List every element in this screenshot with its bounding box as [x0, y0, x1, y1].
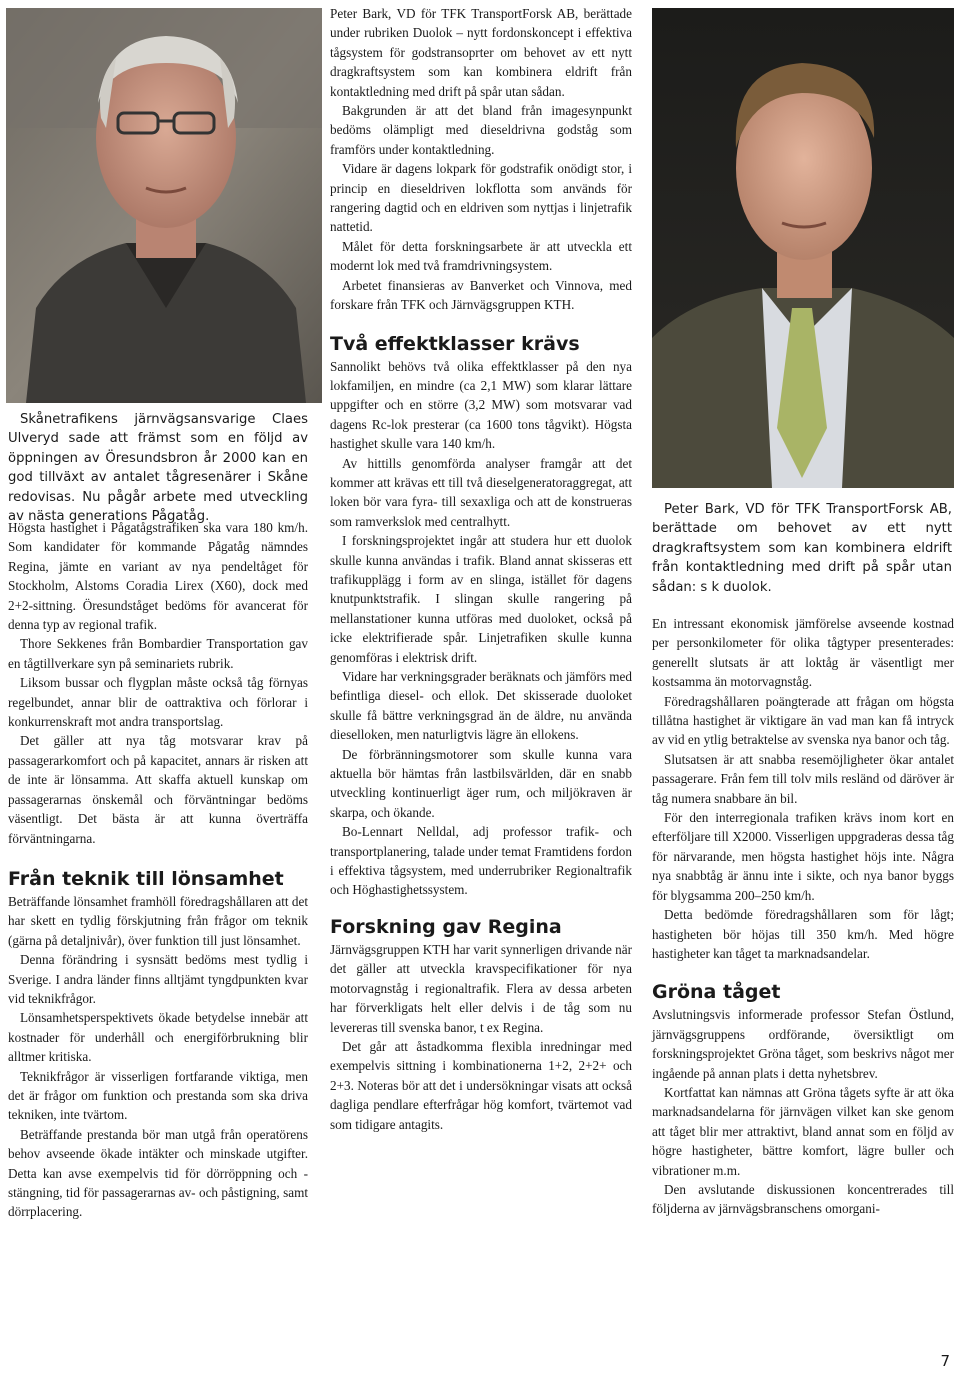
portrait-left-illustration: [6, 8, 322, 403]
col1-para-7: Lönsamhetsperspektivets ökade betydelse innebär att kostnader för underhåll och energiförbrukning blir alltmer kritiska.: [8, 1010, 308, 1065]
photo-peter-bark: [652, 8, 954, 488]
column-2: [330, 4, 632, 1134]
column-3: [652, 614, 954, 1219]
col1-para-6: Denna förändring i sysnsätt bedöms mest tydlig i Sverige. I andra länder finns alltjämt tyngdpunkten kvar vid teknikfrågor.: [8, 952, 308, 1006]
col3-para-5: Detta bedömde föredragshållaren som för lågt; hastigheten bör höjas till 350 km/h. Med högre hastigheter kan tåget ta marknadsandelar.: [652, 907, 954, 961]
col1-para-1: Högsta hastighet i Pågatågstrafiken ska vara 180 km/h. Som kandidater för kommande Pågatåg nämndes Regina, jämte en variant av nya pendeltåget för Stockholm, Alstoms Coradia Lirex (X60), dock med 2+2-sittning. Öresundståget bedöms för avancerat för denna typ av regional trafik.: [8, 520, 308, 633]
col3-para-7: Kortfattat kan nämnas att Gröna tågets syfte är att öka marknadsandelarna för järnvägen vilket kan ske genom att tåget blir mer attraktivt, bland annat som en följd av högre hastigheter, bättre komfort, lägre buller och vibrationer m.m.: [652, 1084, 954, 1178]
photo-claes-ulveryd: [6, 8, 322, 403]
heading-fran-teknik: Från teknik till lönsamhet: [8, 867, 284, 890]
col1-para-9: Beträffande prestanda bör man utgå från operatörens behov avseende ökade intäkter och minskade utgifter. Detta kan avse exempelvis tid för dörröppning och -stängning, tid för passagerarnas av- och påstigning, samt dörrplacering.: [8, 1126, 308, 1220]
col2-para-1: Peter Bark, VD för TFK TransportForsk AB, berättade under rubriken Duolok – nytt fordonskoncept i effektiva tågsystem för godstransoprter om behovet av ett nytt dragkraftsystem som kan kombinera eldrift från kontaktledning med drift på spår utan sådan.: [330, 6, 632, 99]
col3-para-8: Den avslutande diskussionen koncentrerades till följderna av järnvägsbranschens omorgani-: [652, 1181, 954, 1217]
col1-para-4: Det gäller att nya tåg motsvarar krav på passagerarkomfort och på kapacitet, annars är risken att de inte är lönsamma. Att skaffa aktuell kunskap om passagerarnas önskemål och förväntningar bedöms väsentligt. Det bästa är att kunna överträffa förväntningarna.: [8, 733, 308, 846]
col1-para-3: Liksom bussar och flygplan måste också tåg förnyas regelbundet, annar blir de oattraktiva och förlorar i konkurrenskraft mot andra transportslag.: [8, 675, 308, 730]
heading-grona-taget: Gröna tåget: [652, 981, 781, 1004]
caption-right-block: [652, 500, 952, 597]
col2-para-13: Det går att åstadkomma flexibla inredningar med exempelvis sittning i kombinationerna 1+2, 2+2+ och 2+3. Noteras bör att det i undersökningar visats att också dagliga pendlare efterfrågar hög komfort, tvärtemot vad som tidigare antagits.: [330, 1038, 632, 1132]
caption-right: Peter Bark, VD för TFK TransportForsk AB, berättade om behovet av ett nytt dragkraftsystem som kan kombinera eldrift från kontaktledning med drift på spår utan sådan: s k duolok.: [652, 502, 952, 595]
page-number: 7: [940, 1352, 950, 1370]
col2-para-2: Bakgrunden är att det bland från imagesynpunkt bedöms olämpligt med dieseldrivna godståg som framförs under kontaktledning.: [330, 103, 632, 157]
col2-para-10: De förbränningsmotorer som skulle kunna vara aktuella bör hämtas från lastbilsvärlden, där en snabb utveckling kontinuerligt äger rum, och miljökraven är skarpa, och ökande.: [330, 746, 632, 820]
col2-para-12: Järnvägsgruppen KTH har varit synnerligen drivande när det gäller att utveckla kravspecifikationer för nya motorvagnståg i regionaltrafik. Flera av dessa arbeten har förverkligats helt eller delvis i de tåg som nu levereras till svenska banor, t ex Regina.: [330, 941, 632, 1035]
heading-tva-effektklasser: Två effektklasser krävs: [330, 332, 580, 355]
col3-para-1: En intressant ekonomisk jämförelse avseende kostnad per personkilometer för olika tågtyper presenterades: generellt slutsats är att loktåg är väsentligt mer kostsamma än motorvagnståg.: [652, 616, 954, 690]
heading-forskning-gav-regina: Forskning gav Regina: [330, 915, 562, 938]
col3-para-6: Avslutningsvis informerade professor Stefan Östlund, järnvägsgruppens ordförande, översiktligt om forskningsprojektet Gröna tåget, som beskrivs något mer ingående på annan plats i detta nyhetsbrev.: [652, 1007, 954, 1081]
col2-para-7: Av hittills genomförda analyser framgår att det kommer att krävas ett till två dieselgeneratoraggregat, att loken bör vara fyra- till sexaxliga och att de konstrueras som ramverkslok med centralhytt.: [330, 455, 632, 529]
col2-para-9: Vidare har verkningsgrader beräknats och jämförs med befintliga diesel- och ellok. Det skisserade duoloket skulle få bättre verkningsgrad än de äldre, nu använda dieselloken, men naturligtvis lägre än ellokens.: [330, 669, 632, 743]
col1-para-5: Beträffande lönsamhet framhöll föredragshållaren att det har skett en tydlig förskjutning från frågor om teknik (gärna på detaljnivår), över funktion till just lönsamhet.: [8, 893, 308, 948]
col1-para-2: Thore Sekkenes från Bombardier Transportation gav en tågtillverkare syn på seminariets rubrik.: [8, 636, 308, 671]
col2-para-6: Sannolikt behövs två olika effektklasser på den nya lokfamiljen, en mindre (ca 2,1 MW) som klarar lättare uppgifter och en större (3,2 MW) som motsvarar vad dagens Rc-lok presterar (ca 1600 tons tågvikt). Högsta hastighet skulle vara 140 km/h.: [330, 358, 632, 452]
col2-para-3: Vidare är dagens lokpark för godstrafik onödigt stor, i princip en dieseldriven lokflotta som används för rangering dagtid och en eldriven som nyttjas i linjetrafik nattetid.: [330, 161, 632, 235]
column-1: [8, 518, 308, 1222]
col1-para-8: Teknikfrågor är visserligen fortfarande viktiga, men det är frågor om funktion och prestanda som ska driva tekniken, inte tvärtom.: [8, 1068, 308, 1123]
col2-para-4: Målet för detta forskningsarbete är att utveckla ett modernt lok med två framdrivningsystem.: [330, 238, 632, 274]
col2-para-11: Bo-Lennart Nelldal, adj professor trafik- och transportplanering, talade under temat Framtidens fordon i effektiva tågsystem, med underrubriker Regionaltrafik och Höghastighetssystem.: [330, 824, 632, 898]
col2-para-5: Arbetet finansieras av Banverket och Vinnova, med forskare från TFK och Järnvägsgruppen KTH.: [330, 277, 632, 313]
col2-para-8: I forskningsprojektet ingår att studera hur ett duolok skulle kunna användas i trafik. Bland annat skisseras ett trafikupplägg i form av en slinga, istället för dagens knutpunktstrafik. I slingan skulle rangering på mellanstationer kunna utföras med duoloket, också på icke elektrifierade spår. Linjetrafiken skulle kunna genomföras i elektrisk drift.: [330, 533, 632, 665]
col3-para-3: Slutsatsen är att snabba resemöjligheter ökar antalet passagerare. Från fem till tolv mils resländ od däröver är tåg numera snabbare än bil.: [652, 751, 954, 806]
col3-para-4: För den interregionala trafiken krävs inom kort en efterföljare till X2000. Visserligen uppgraderas dessa tåg för närvarande, men högsta hastighet höjs inte. Några nya snabbtåg är ännu inte i sikte, och nya banor byggs för blygsamma 200–250 km/h.: [652, 810, 954, 903]
caption-left: Skånetrafikens järnvägsansvarige Claes Ulveryd sade att främst som en följd av öppningen av Öresundsbron år 2000 kan en god tillväxt av antalet tågresenärer i Skåne redovisas. Nu pågår arbete med utveckling av nästa generations Pågatåg.: [8, 412, 308, 525]
col3-para-2: Föredragshållaren poängterade att frågan om högsta tillåtna hastighet är viktigare än vad man kan få intryck av vid en ytlig betraktelse av svenska nya banor och tåg.: [652, 693, 954, 748]
portrait-right-illustration: [652, 8, 954, 488]
caption-left-block: [8, 410, 308, 526]
